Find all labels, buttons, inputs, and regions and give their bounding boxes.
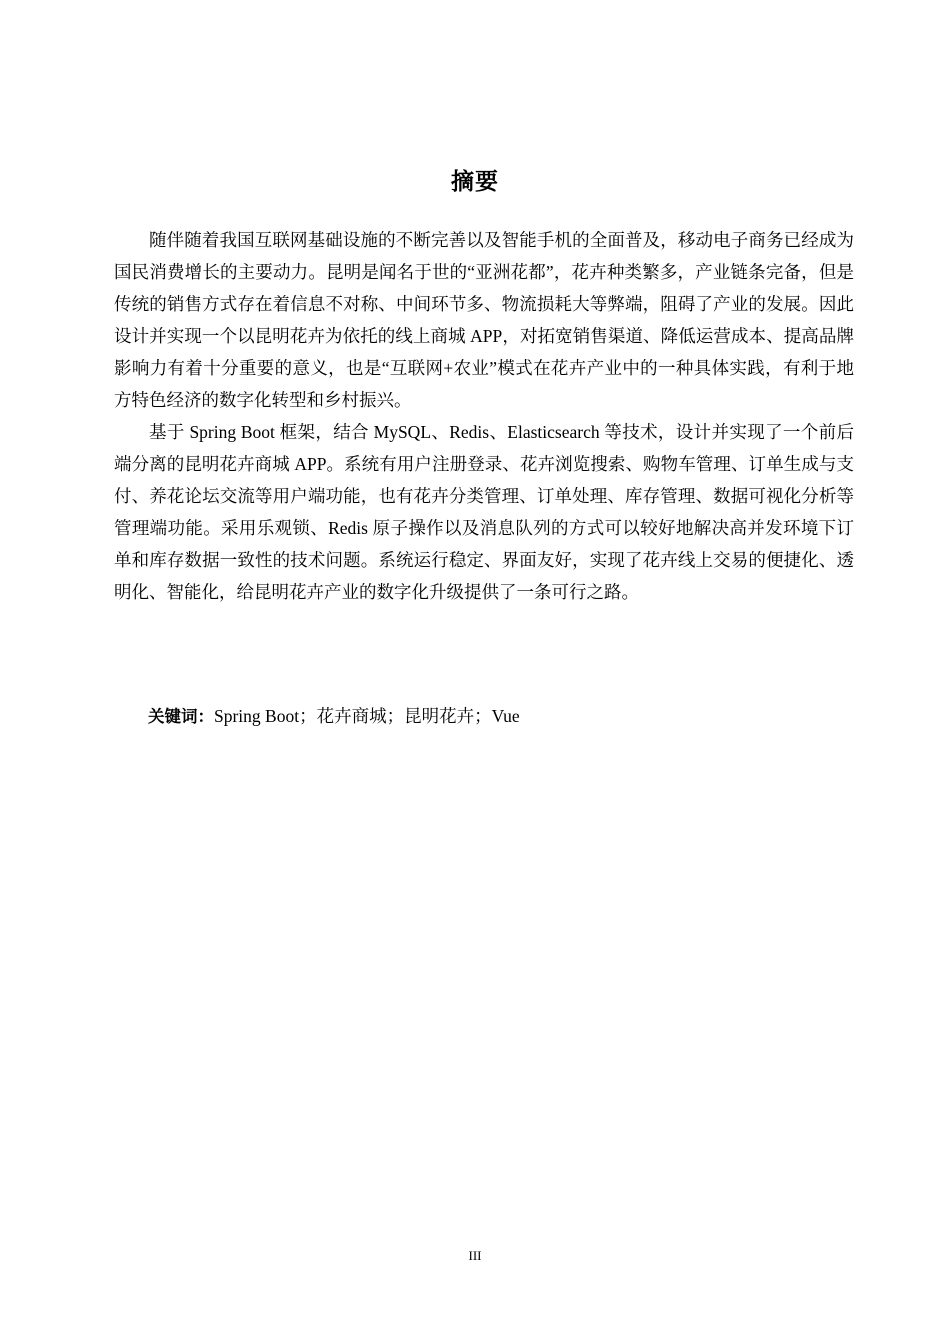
abstract-paragraph-2: 基于 Spring Boot 框架，结合 MySQL、Redis、Elasticsearch 等技术，设计并实现了一个前后端分离的昆明花卉商城 APP。系统有用户注册登录、花卉浏览搜索、购物车管理、订单生成与支付、养花论坛交流等用户端功能，也有花卉分类管理、订单处理、库存管理、数据可视化分析等管理端功能。采用乐观锁、Redis 原子操作以及消息队列的方式可以较好地解决高并发环境下订单和库存数据一致性的技术问题。系统运行稳定、界面友好，实现了花卉线上交易的便捷化、透明化、智能化，给昆明花卉产业的数字化升级提供了一条可行之路。: [114, 422, 854, 602]
abstract-paragraph-1: 随伴随着我国互联网基础设施的不断完善以及智能手机的全面普及，移动电子商务已经成为国民消费增长的主要动力。昆明是闻名于世的“亚洲花都”，花卉种类繁多，产业链条完备，但是传统的销售方式存在着信息不对称、中间环节多、物流损耗大等弊端，阻碍了产业的发展。因此设计并实现一个以昆明花卉为依托的线上商城 APP，对拓宽销售渠道、降低运营成本、提高品牌影响力有着十分重要的意义，也是“互联网+农业”模式在花卉产业中的一种具体实践，有利于地方特色经济的数字化转型和乡村振兴。: [114, 230, 854, 410]
keywords-text: Spring Boot；花卉商城；昆明花卉；Vue: [214, 706, 520, 726]
keywords-label: 关键词：: [148, 707, 214, 726]
page-number: III: [468, 1248, 482, 1263]
keywords-line: [148, 702, 854, 731]
abstract-body: [114, 224, 854, 608]
abstract-title: 摘要: [451, 169, 499, 195]
